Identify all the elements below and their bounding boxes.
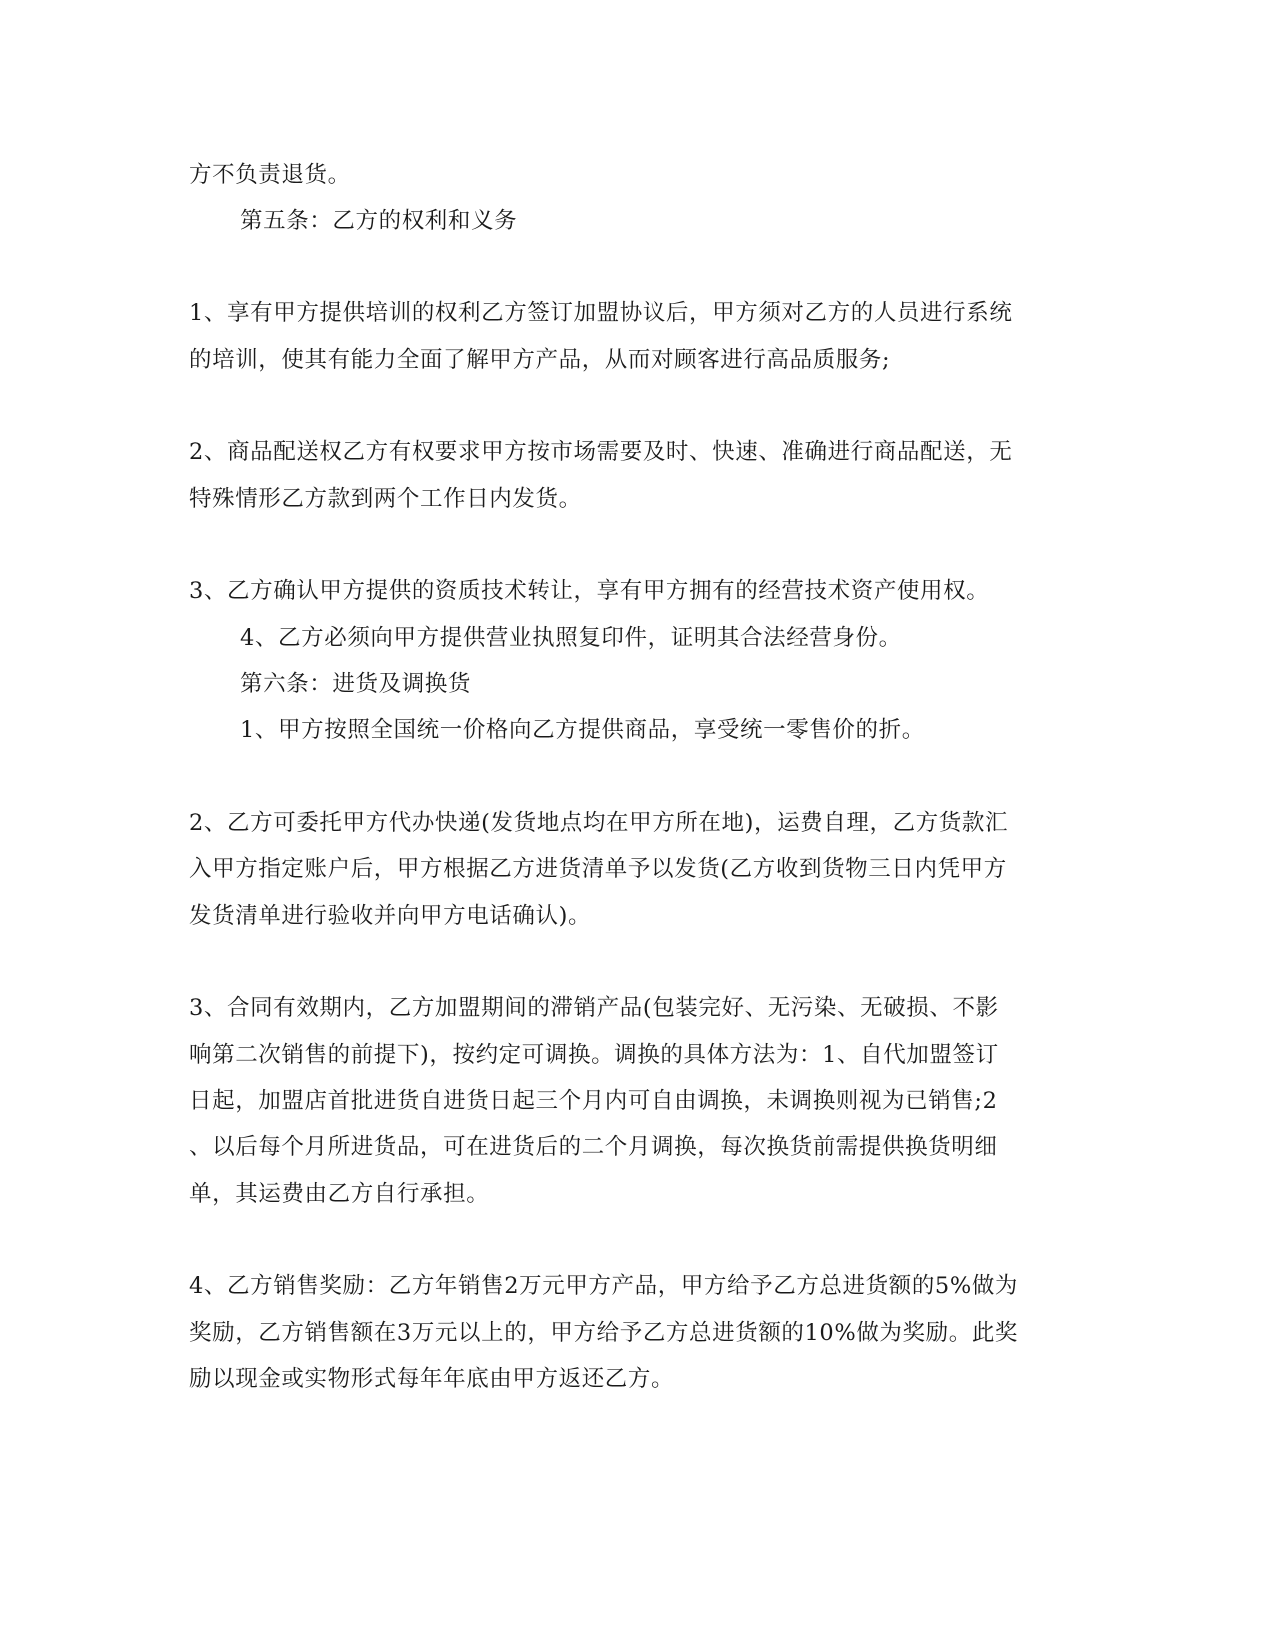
text-line: 单，其运费由乙方自行承担。 [189,1181,490,1207]
text-line: 1、享有甲方提供培训的权利乙方签订加盟协议后，甲方须对乙方的人员进行系统 [189,300,1013,326]
text-line: 奖励，乙方销售额在3万元以上的，甲方给予乙方总进货额的10%做为奖励。此奖 [189,1320,1019,1346]
text-line: 1、甲方按照全国统一价格向乙方提供商品，享受统一零售价的折。 [240,717,925,743]
text-line: 3、合同有效期内，乙方加盟期间的滞销产品(包装完好、无污染、无破损、不影 [189,995,999,1021]
text-line: 特殊情形乙方款到两个工作日内发货。 [189,486,582,512]
section-heading-5: 第五条：乙方的权利和义务 [240,208,518,234]
text-line: 3、乙方确认甲方提供的资质技术转让，享有甲方拥有的经营技术资产使用权。 [189,578,990,604]
text-line: 发货清单进行验收并向甲方电话确认)。 [189,903,592,929]
text-line: 4、乙方销售奖励：乙方年销售2万元甲方产品，甲方给予乙方总进货额的5%做为 [189,1273,1019,1299]
text-line: 、以后每个月所进货品，可在进货后的二个月调换，每次换货前需提供换货明细 [189,1134,998,1160]
text-line: 励以现金或实物形式每年年底由甲方返还乙方。 [189,1366,675,1392]
text-line: 2、商品配送权乙方有权要求甲方按市场需要及时、快速、准确进行商品配送，无 [189,439,1013,465]
section-heading-6: 第六条：进货及调换货 [240,671,472,697]
text-line: 4、乙方必须向甲方提供营业执照复印件，证明其合法经营身份。 [240,625,902,651]
text-line: 2、乙方可委托甲方代办快递(发货地点均在甲方所在地)，运费自理，乙方货款汇 [189,810,1009,836]
text-line: 入甲方指定账户后，甲方根据乙方进货清单予以发货(乙方收到货物三日内凭甲方 [189,856,1007,882]
text-line: 方不负责退货。 [189,162,351,188]
text-line: 的培训，使其有能力全面了解甲方产品，从而对顾客进行高品质服务; [189,347,891,373]
text-line: 日起，加盟店首批进货自进货日起三个月内可自由调换，未调换则视为已销售;2 [189,1088,998,1114]
text-line: 响第二次销售的前提下)，按约定可调换。调换的具体方法为：1、自代加盟签订 [189,1042,999,1068]
